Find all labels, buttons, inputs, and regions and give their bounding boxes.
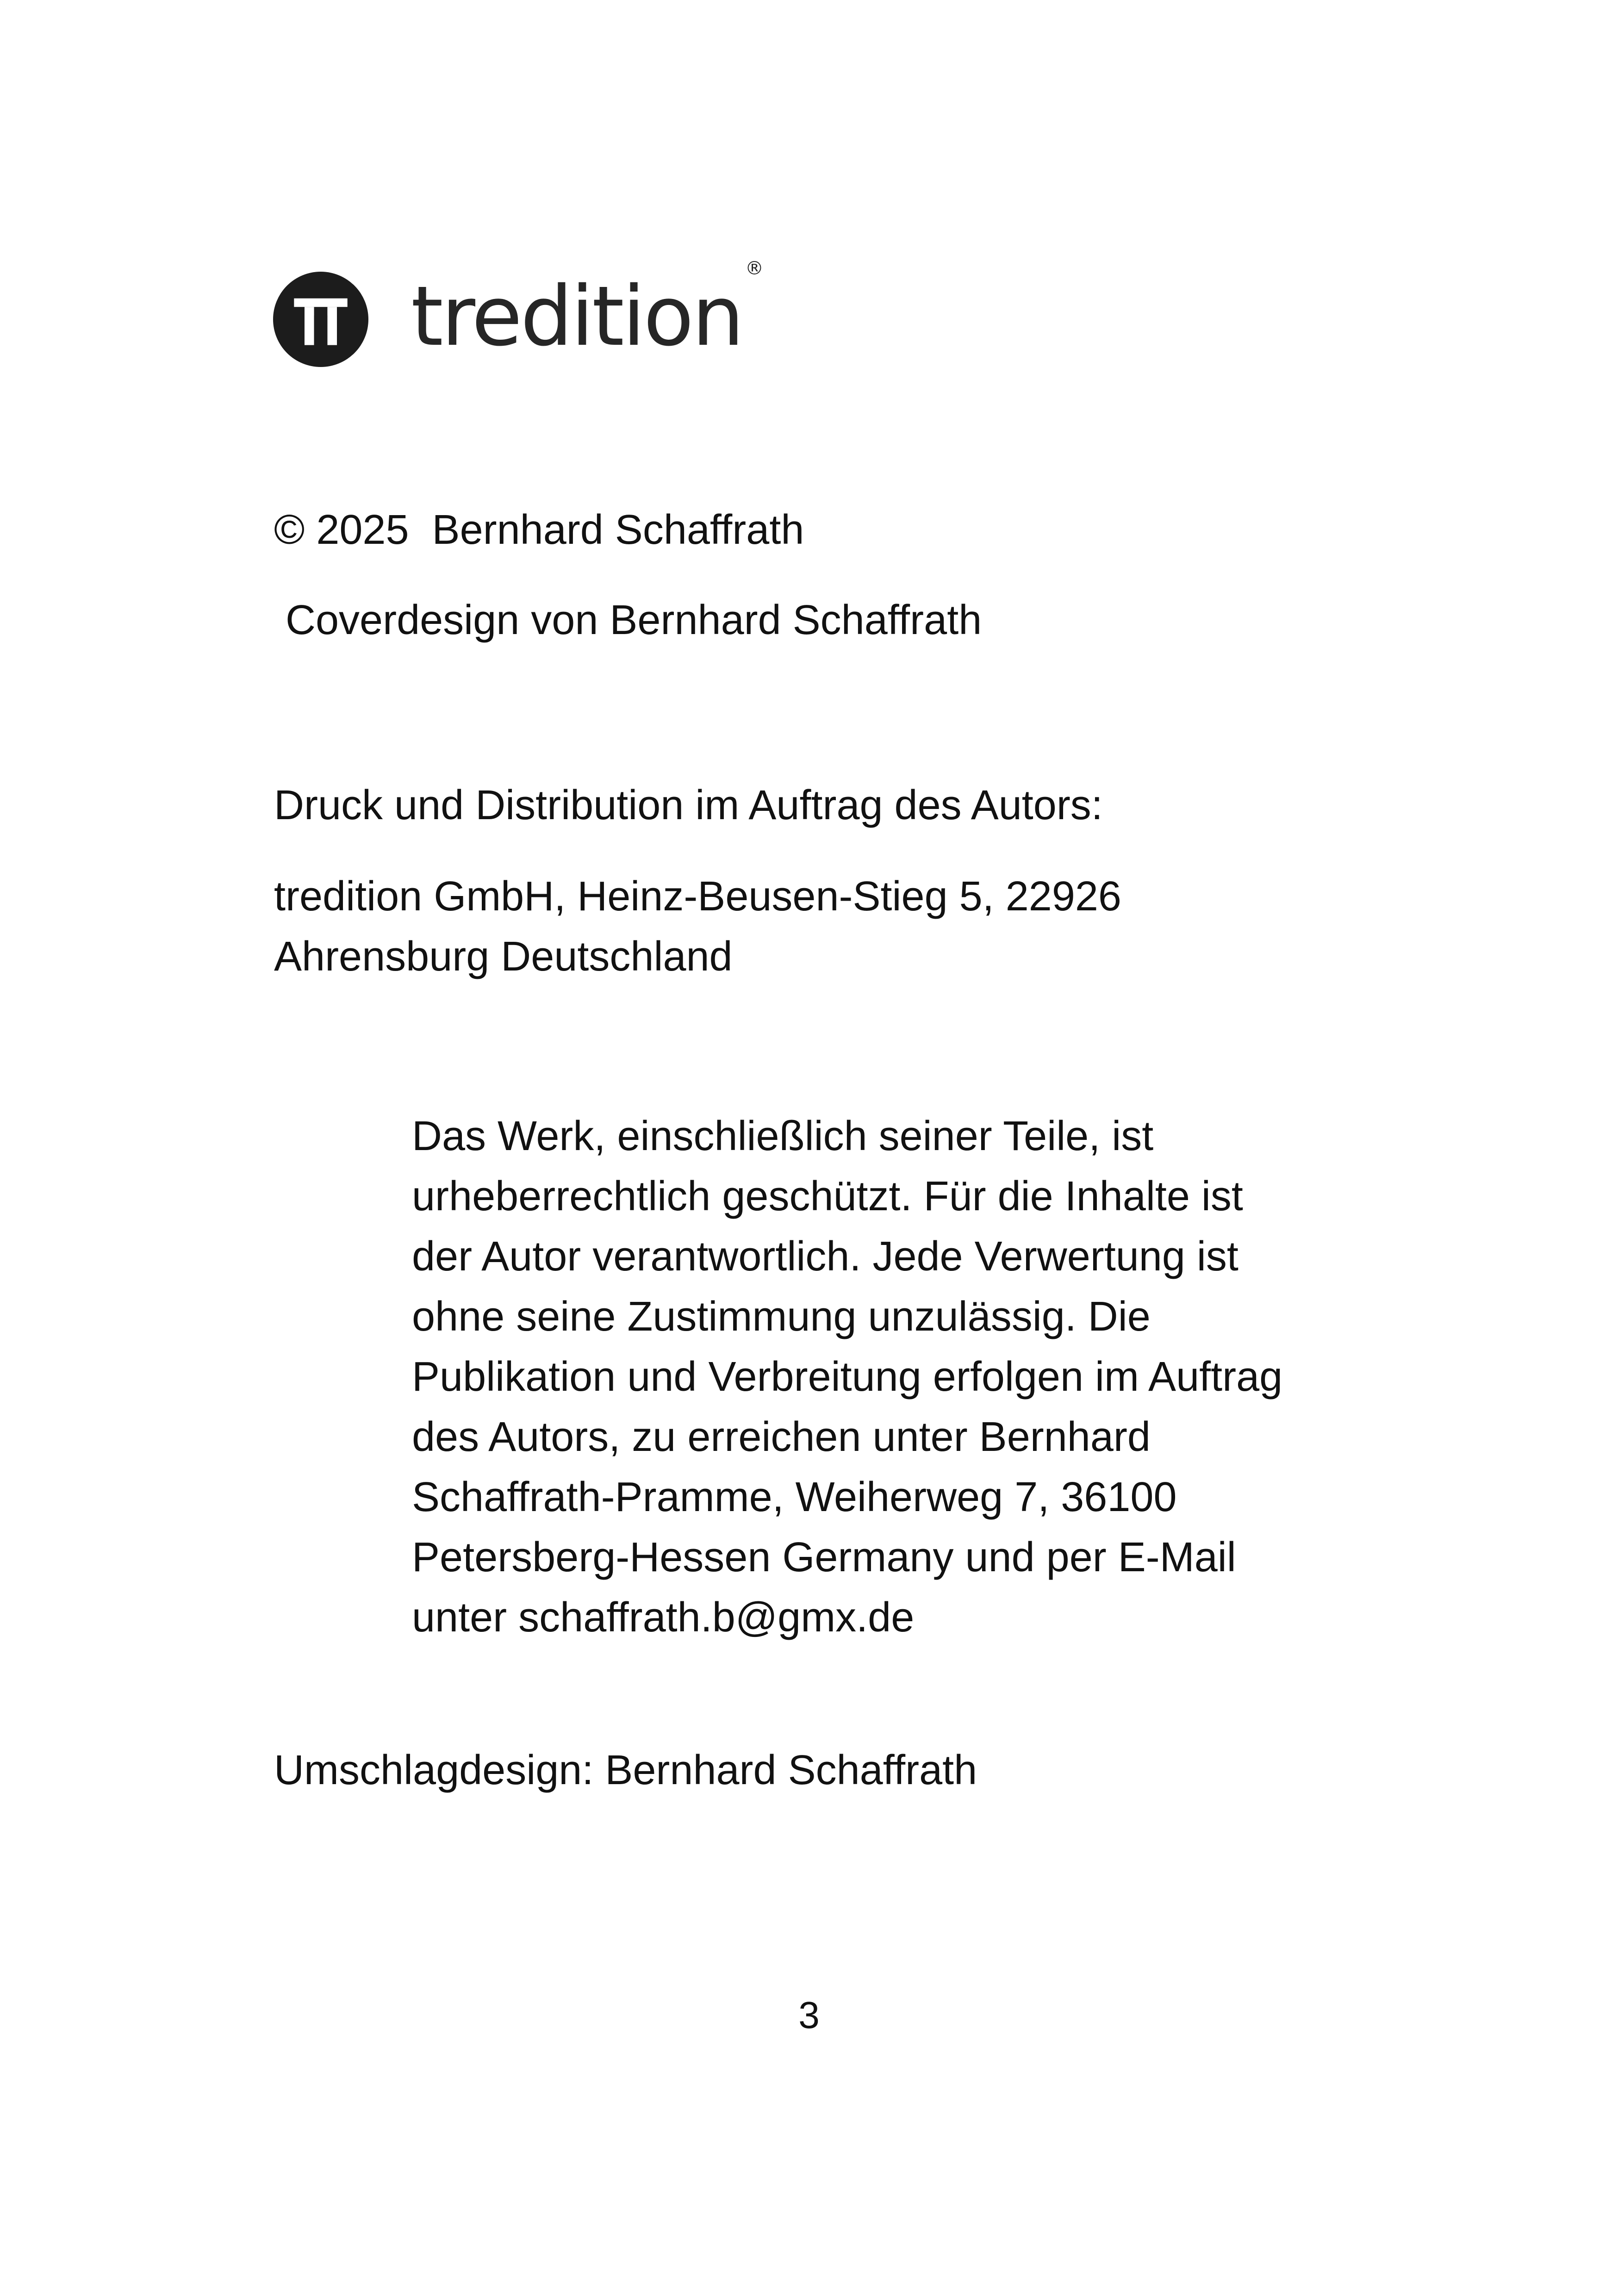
umschlagdesign-line: Umschlagdesign: Bernhard Schaffrath <box>274 1747 977 1793</box>
legal-line: des Autors, zu erreichen unter Bernhard <box>412 1414 1151 1460</box>
publisher-address <box>274 866 1121 987</box>
tredition-logo-icon <box>273 272 368 367</box>
legal-line: Petersberg-Hessen Germany und per E-Mail <box>412 1534 1236 1580</box>
print-distribution-label: Druck und Distribution im Auftrag des Autors: <box>274 782 1103 828</box>
logo-wordmark: tredition <box>411 268 742 364</box>
address-line: Ahrensburg Deutschland <box>274 933 733 980</box>
legal-line: urheberrechtlich geschützt. Für die Inhalte ist <box>412 1173 1243 1220</box>
legal-line: Schaffrath-Pramme, Weiherweg 7, 36100 <box>412 1474 1177 1520</box>
page-number: 3 <box>798 1994 820 2036</box>
legal-line: Publikation und Verbreitung erfolgen im Auftrag <box>412 1354 1283 1400</box>
coverdesign-line: Coverdesign von Bernhard Schaffrath <box>274 597 982 643</box>
publisher-logo <box>273 258 764 368</box>
legal-line: ohne seine Zustimmung unzulässig. Die <box>412 1294 1151 1340</box>
legal-notice <box>412 1106 1523 1648</box>
copyright-line: © 2025 Bernhard Schaffrath <box>274 507 804 553</box>
registered-mark: ® <box>745 258 764 279</box>
legal-line: unter schaffrath.b@gmx.de <box>412 1594 915 1641</box>
legal-line: Das Werk, einschließlich seiner Teile, ist <box>412 1113 1154 1159</box>
legal-line: der Autor verantwortlich. Jede Verwertung ist <box>412 1233 1238 1280</box>
address-line: tredition GmbH, Heinz-Beusen-Stieg 5, 22926 <box>274 873 1121 920</box>
